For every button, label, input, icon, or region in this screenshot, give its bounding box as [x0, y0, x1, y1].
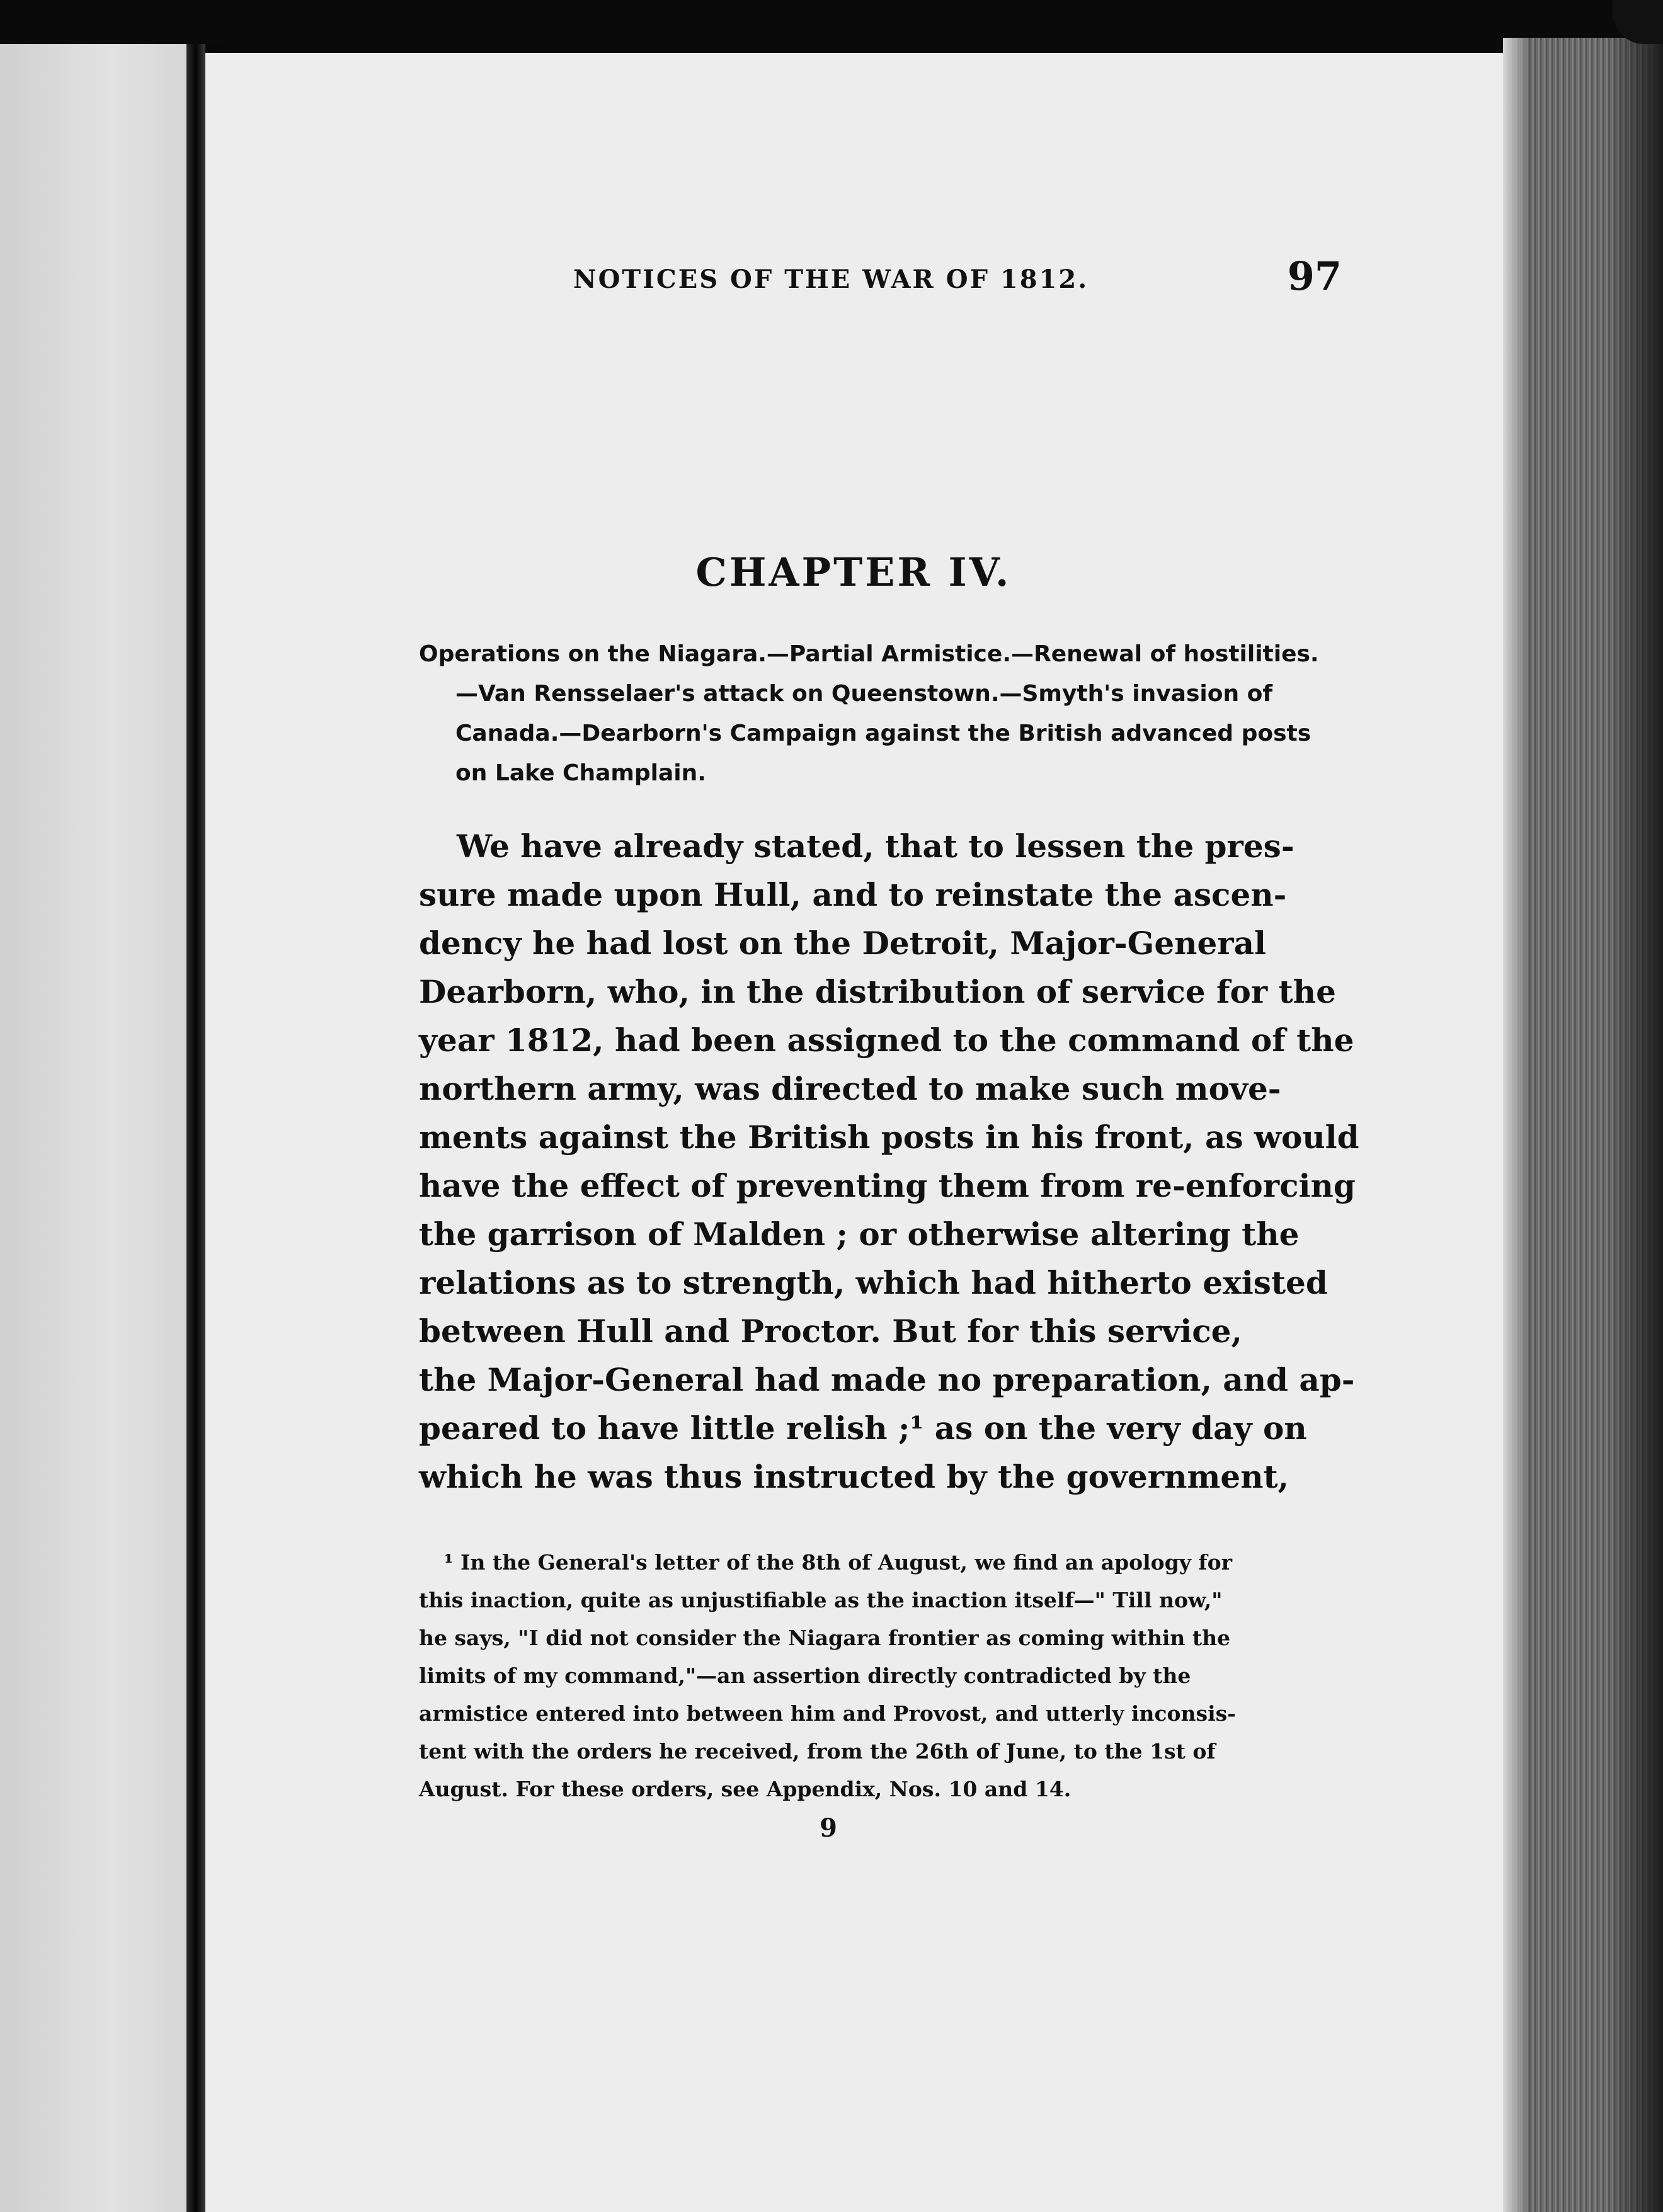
book-gutter: [186, 44, 205, 2212]
page-number: 97: [1287, 253, 1342, 299]
body-paragraph: [419, 822, 1359, 1501]
facing-page: [0, 44, 186, 2212]
body-line: northern army, was directed to make such move-: [419, 1070, 1281, 1107]
body-line: which he was thus instructed by the government,: [419, 1458, 1289, 1495]
signature-mark: 9: [820, 1813, 837, 1843]
synopsis-line: on Lake Champlain.: [455, 760, 706, 786]
running-title: NOTICES OF THE WAR OF 1812.: [573, 265, 1089, 294]
footnote-line: limits of my command,"—an assertion directly contradicted by the: [419, 1663, 1191, 1688]
footnote-line: this inaction, quite as unjustifiable as the inaction itself—" Till now,": [419, 1588, 1223, 1612]
body-line: the garrison of Malden ; or otherwise altering the: [419, 1216, 1300, 1253]
body-line: Dearborn, who, in the distribution of service for the: [419, 973, 1336, 1010]
scanner-border: [0, 0, 1663, 53]
page-edges: [1503, 38, 1663, 2212]
body-line: between Hull and Proctor. But for this service,: [419, 1313, 1242, 1350]
body-line: relations as to strength, which had hitherto existed: [419, 1264, 1328, 1301]
body-line: dency he had lost on the Detroit, Major-General: [419, 925, 1267, 962]
footnote: [419, 1544, 1342, 1808]
body-line: have the effect of preventing them from re-enforcing: [419, 1167, 1356, 1204]
footnote-line: August. For these orders, see Appendix, Nos. 10 and 14.: [419, 1777, 1072, 1801]
body-line: the Major-General had made no preparation, and ap-: [419, 1361, 1355, 1398]
page-text-block: [416, 239, 1359, 1843]
body-line: We have already stated, that to lessen the pres-: [457, 828, 1294, 865]
footnote-line: tent with the orders he received, from the 26th of June, to the 1st of: [419, 1739, 1216, 1764]
body-line: year 1812, had been assigned to the command of the: [419, 1022, 1354, 1059]
footnote-line: he says, "I did not consider the Niagara frontier as coming within the: [419, 1626, 1231, 1650]
body-line: ments against the British posts in his front, as would: [419, 1119, 1359, 1156]
chapter-heading: CHAPTER IV.: [695, 549, 1012, 595]
synopsis-line: Operations on the Niagara.—Partial Armistice.—Renewal of hostilities.: [419, 641, 1319, 667]
footnote-line: ¹ In the General's letter of the 8th of August, we find an apology for: [444, 1550, 1233, 1575]
synopsis-line: —Van Rensselaer's attack on Queenstown.—Smyth's invasion of: [455, 681, 1273, 707]
footnote-line: armistice entered into between him and Provost, and utterly inconsis-: [419, 1701, 1236, 1726]
chapter-synopsis: [419, 634, 1342, 793]
body-line: peared to have little relish ;¹ as on the very day on: [419, 1410, 1307, 1447]
running-head: [416, 239, 1342, 302]
body-line: sure made upon Hull, and to reinstate the ascen-: [419, 876, 1287, 913]
synopsis-line: Canada.—Dearborn's Campaign against the British advanced posts: [455, 721, 1312, 746]
